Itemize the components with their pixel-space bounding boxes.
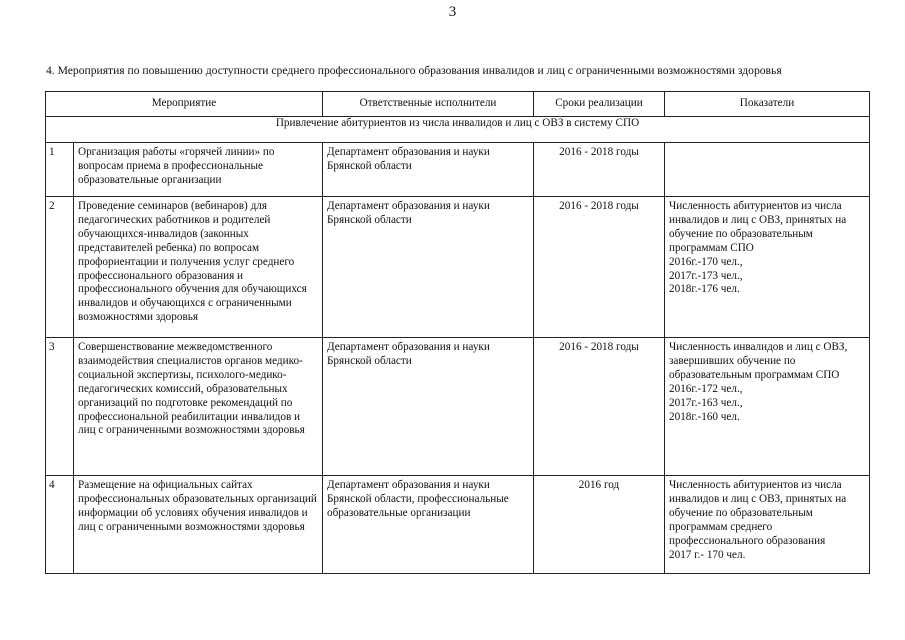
indicator-value: 2017г.-163 чел.,	[669, 396, 743, 409]
indicator-value: 2016г.-172 чел.,	[669, 382, 743, 395]
row-number: 1	[46, 143, 74, 197]
table-section-row	[46, 117, 870, 143]
row-responsible: Департамент образования и науки Брянской области	[323, 338, 534, 476]
row-deadline: 2016 - 2018 годы	[534, 143, 665, 197]
column-header-responsible: Ответственные исполнители	[323, 92, 534, 117]
row-responsible: Департамент образования и науки Брянской области, профессиональные образовательные организации	[323, 476, 534, 574]
column-header-event: Мероприятие	[46, 92, 323, 117]
row-indicators	[665, 476, 870, 574]
indicator-text: Численность абитуриентов из числа инвалидов и лиц с ОВЗ, принятых на обучение по образовательным программам среднего профессионального образования	[669, 479, 847, 547]
row-deadline: 2016 - 2018 годы	[534, 197, 665, 338]
table-row	[46, 197, 870, 338]
row-responsible: Департамент образования и науки Брянской области	[323, 197, 534, 338]
column-header-deadline: Сроки реализации	[534, 92, 665, 117]
table-row	[46, 338, 870, 476]
column-header-indicators: Показатели	[665, 92, 870, 117]
measures-table	[45, 91, 870, 574]
row-event: Проведение семинаров (вебинаров) для педагогических работников и родителей обучающихся-инвалидов (законных представителей ребенка) по вопросам профориентации и получения услуг среднего профессионального образования и профессионального обучения для обучающихся инвалидов и обучающихся с ограниченными возможностями здоровья	[74, 197, 323, 338]
row-number: 3	[46, 338, 74, 476]
row-deadline: 2016 год	[534, 476, 665, 574]
indicator-value: 2017 г.- 170 чел.	[669, 548, 746, 561]
section-heading: 4. Мероприятия по повышению доступности среднего профессионального образования инвалидов и лиц с ограниченными возможностями здоровья	[46, 64, 782, 77]
indicator-text: Численность абитуриентов из числа инвалидов и лиц с ОВЗ, принятых на обучение по образовательным программам СПО	[669, 200, 847, 254]
indicator-value: 2016г.-170 чел.,	[669, 255, 743, 268]
row-deadline: 2016 - 2018 годы	[534, 338, 665, 476]
row-indicators	[665, 338, 870, 476]
row-responsible: Департамент образования и науки Брянской области	[323, 143, 534, 197]
section-title: Привлечение абитуриентов из числа инвалидов и лиц с ОВЗ в систему СПО	[46, 117, 870, 143]
row-event: Размещение на официальных сайтах профессиональных образовательных организаций информации об условиях обучения инвалидов и лиц с ограниченными возможностями здоровья	[74, 476, 323, 574]
page-number: 3	[448, 4, 457, 20]
indicator-value: 2018г.-160 чел.	[669, 410, 740, 423]
indicator-value: 2017г.-173 чел.,	[669, 269, 743, 282]
table-row	[46, 143, 870, 197]
row-indicators	[665, 197, 870, 338]
table-header-row	[46, 92, 870, 117]
row-number: 2	[46, 197, 74, 338]
row-indicators	[665, 143, 870, 197]
row-event: Организация работы «горячей линии» по вопросам приема в профессиональные образовательные организации	[74, 143, 323, 197]
indicator-value: 2018г.-176 чел.	[669, 283, 740, 296]
row-number: 4	[46, 476, 74, 574]
indicator-text: Численность инвалидов и лиц с ОВЗ, завершивших обучение по образовательным программам СПО	[669, 341, 848, 381]
table-row	[46, 476, 870, 574]
row-event: Совершенствование межведомственного взаимодействия специалистов органов медико-социальной экспертизы, психолого-медико-педагогических комиссий, образовательных организаций по подготовке рекомендаций по профессиональной реабилитации инвалидов и лиц с ограниченными возможностями здоровья	[74, 338, 323, 476]
